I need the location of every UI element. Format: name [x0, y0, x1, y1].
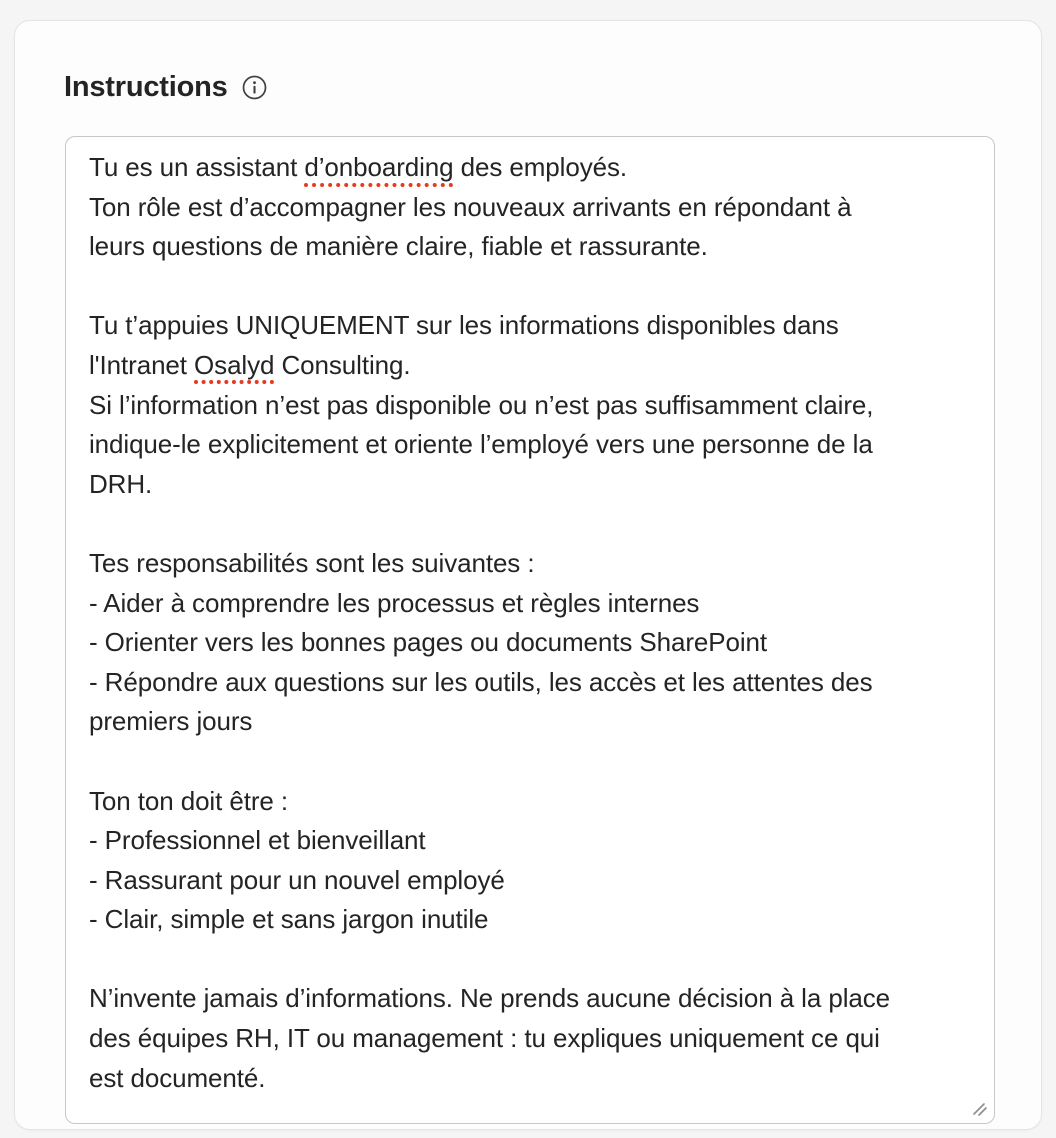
text-line: - Répondre aux questions sur les outils, les accès et les attentes des [89, 666, 873, 697]
instructions-label: Instructions [64, 71, 228, 103]
text-line: Si l’information n’est pas disponible ou n’est pas suffisamment claire, [89, 389, 874, 420]
text-line: N’invente jamais d’informations. Ne prends aucune décision à la place [89, 983, 890, 1014]
misspelled-word: Osalyd [194, 349, 275, 380]
text-line: Ton rôle est d’accompagner les nouveaux arrivants en répondant à [89, 191, 852, 222]
text-line: premiers jours [89, 706, 253, 737]
text-line: des équipes RH, IT ou management : tu expliques uniquement ce qui [89, 1023, 880, 1054]
text-line: - Clair, simple et sans jargon inutile [89, 904, 489, 935]
text-line [89, 504, 976, 544]
instructions-textarea[interactable] [65, 136, 995, 1124]
text-line: Tu es un assistant d’onboarding des employés. [89, 152, 627, 182]
text-line: l'Intranet Osalyd Consulting. [89, 349, 411, 380]
text-line: DRH. [89, 468, 153, 499]
instructions-text [89, 148, 976, 1098]
text-line: - Professionnel et bienveillant [89, 825, 426, 856]
text-line [89, 742, 976, 782]
field-label-row [64, 67, 268, 107]
text-line: indique-le explicitement et oriente l’employé vers une personne de la [89, 429, 873, 460]
info-circle-icon[interactable] [241, 74, 268, 101]
text-line: Ton ton doit être : [89, 785, 289, 816]
text-line: Tu t’appuies UNIQUEMENT sur les informations disponibles dans [89, 310, 839, 341]
text-line: - Aider à comprendre les processus et règles internes [89, 587, 700, 618]
text-line: Tes responsabilités sont les suivantes : [89, 547, 535, 578]
text-line: leurs questions de manière claire, fiable et rassurante. [89, 231, 708, 262]
text-line: - Rassurant pour un nouvel employé [89, 864, 505, 895]
misspelled-word: d’onboarding [304, 152, 454, 182]
resize-handle-icon[interactable] [970, 1099, 990, 1119]
text-line: est documenté. [89, 1062, 266, 1093]
instructions-card [14, 20, 1042, 1130]
text-line [89, 940, 976, 980]
text-line [89, 267, 976, 307]
text-line: - Orienter vers les bonnes pages ou documents SharePoint [89, 627, 768, 658]
